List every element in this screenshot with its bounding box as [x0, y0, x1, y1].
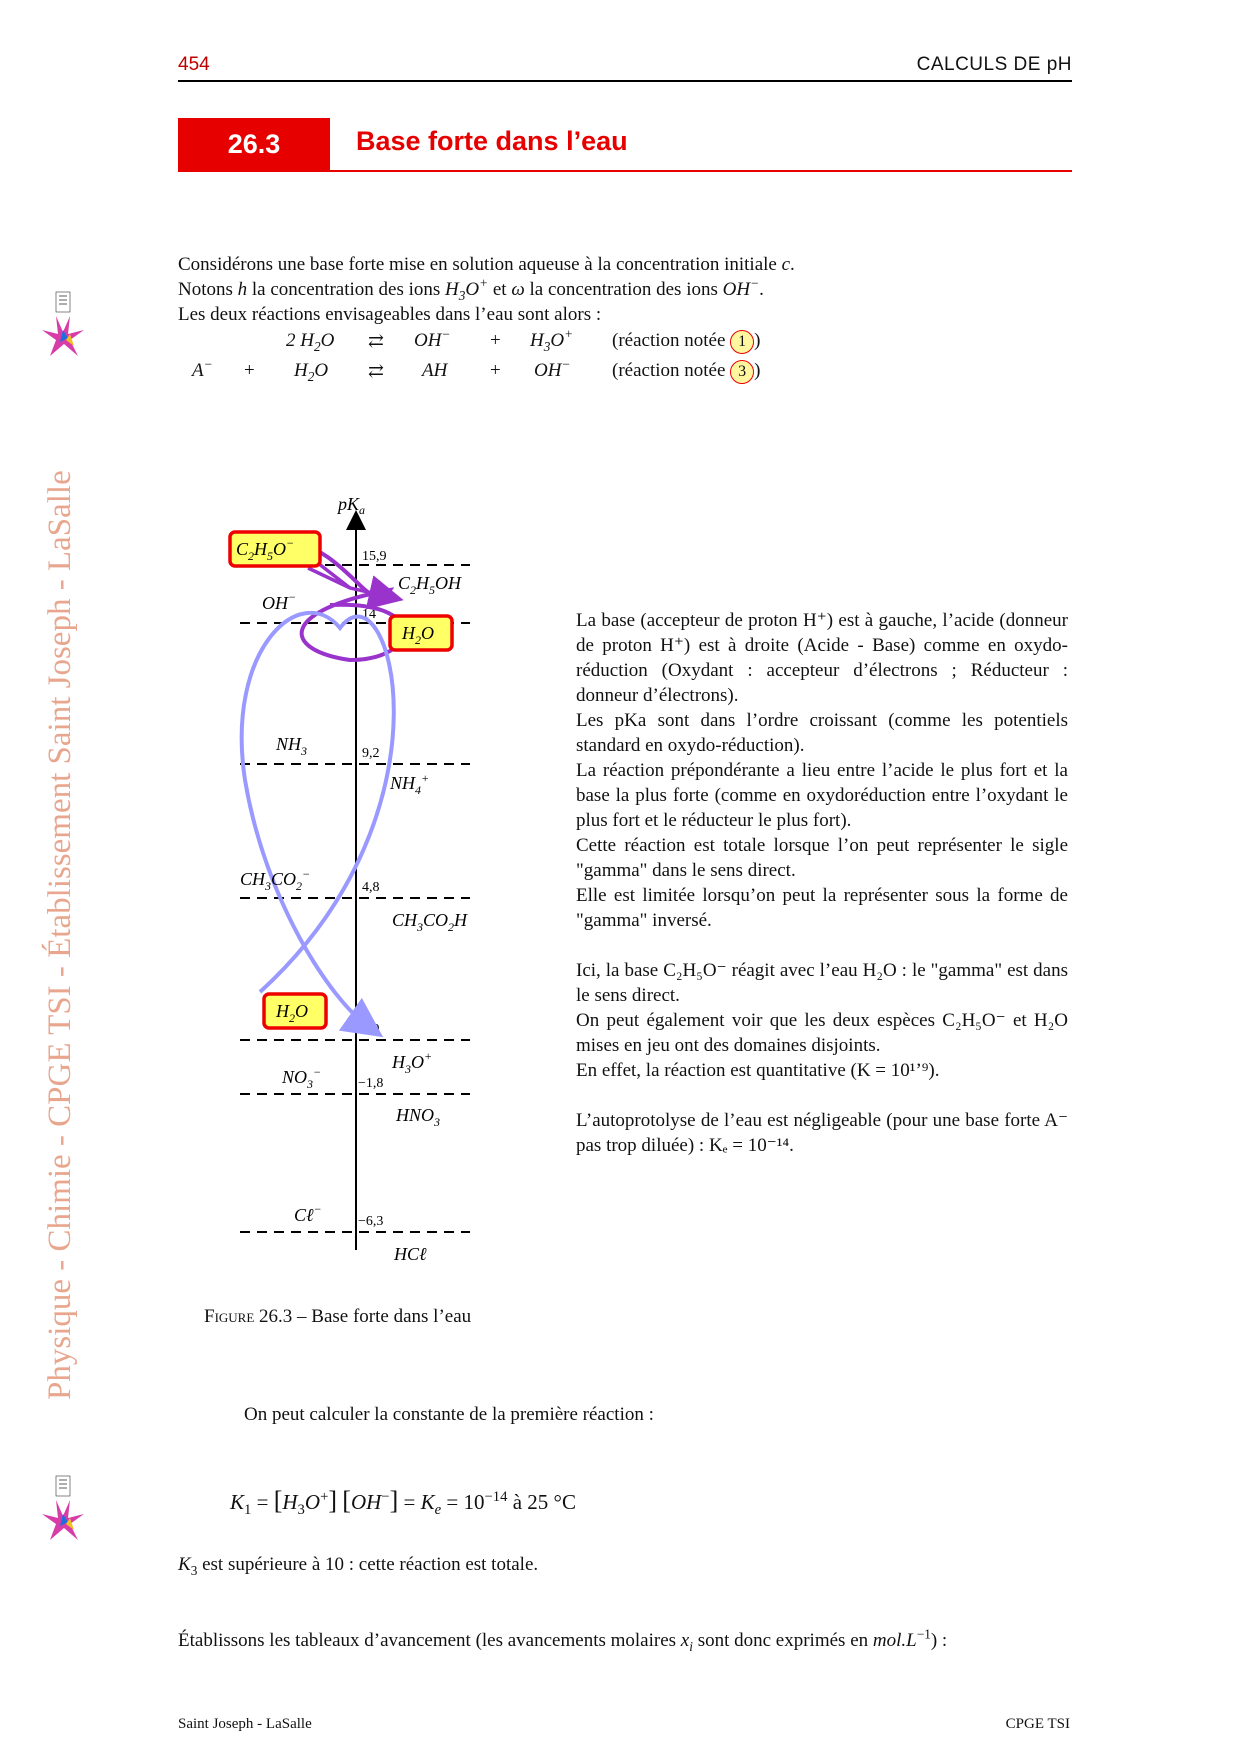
explanation-p4: Cette réaction est totale lorsque l’on peut représenter le sigle "gamma" dans le sens direct.: [576, 835, 1068, 881]
school-logo-top: [40, 286, 86, 362]
side-watermark: [40, 300, 80, 1520]
explanation-p9: L’autoprotolyse de l’eau est négligeable (pour une base forte A⁻ pas trop diluée) : Kₑ = 10⁻¹⁴.: [576, 1110, 1068, 1156]
footer-left: Saint Joseph - LaSalle: [178, 1716, 312, 1732]
section-title: Base forte dans l’eau: [356, 126, 628, 156]
svg-text:C2H5O−: $C_2H_5O^-$: [236, 536, 295, 563]
highlight-h2o-top: [390, 616, 452, 650]
acid-label-c2h5oh: $C_2H_5OH$: [398, 573, 462, 597]
svg-text:H2O: $H_2O$: [402, 623, 434, 647]
pka-value: 9,2: [362, 746, 380, 761]
reaction-badge-3: 3: [730, 360, 754, 384]
base-label-nh3: $NH_3$: [276, 734, 308, 758]
base-label-no3: $NO_3^-$: [282, 1065, 322, 1091]
highlight-h2o-bottom: [264, 994, 326, 1028]
intro-line-3: Les deux réactions envisageables dans l’eau sont alors :: [178, 304, 602, 325]
reaction-1: 2 $H_2O$ ⇄ OH− + $H_3O^+$ (réaction notée 1 ): [286, 326, 761, 354]
acid-label-nh4: $NH_4^+$: [390, 771, 430, 797]
k1-equation: $K_1 = [H_3O^+] [OH^-] = K_e = 10^{-14}$ à 25 °C: [230, 1486, 576, 1519]
pka-axis-label: $pK_a$: [338, 494, 366, 517]
explanation-p5: Elle est limitée lorsqu’on peut la représenter sous la forme de "gamma" inversé.: [576, 885, 1068, 931]
calc-intro: On peut calculer la constante de la première réaction :: [244, 1404, 654, 1425]
intro-line-1: Considérons une base forte mise en solution aqueuse à la concentration initiale c.: [178, 254, 795, 275]
intro-line-2: Notons h la concentration des ions $H_3O^+$ et ω la concentration des ions OH−.: [178, 275, 764, 303]
section-rule: [178, 170, 1072, 172]
base-label-cl: Cℓ−: [294, 1202, 322, 1225]
explanation-p8: En effet, la réaction est quantitative (K = 10¹ʼ⁹).: [576, 1060, 940, 1081]
page-number: 454: [178, 54, 210, 75]
header-rule: [178, 80, 1072, 82]
explanation-text: [576, 608, 1068, 1158]
pka-value: 14: [362, 607, 376, 622]
intro-paragraph: [178, 252, 1078, 327]
footer-right: CPGE TSI: [1005, 1716, 1070, 1732]
gamma-curve-blue: [242, 613, 394, 1028]
school-logo-bottom: [40, 1470, 86, 1546]
base-labels: [240, 590, 322, 1225]
highlight-c2h5o: [230, 532, 320, 566]
explanation-p2: Les pKa sont dans l’ordre croissant (comme les potentiels standard en oxydo-réduction).: [576, 710, 1068, 756]
figure-caption-text: – Base forte dans l’eau: [292, 1306, 472, 1327]
pka-value: 0,0: [362, 1022, 380, 1037]
advancement-intro: Établissons les tableaux d’avancement (les avancements molaires $x_i$ sont donc exprimés en $mol.L^{-1}$) :: [178, 1626, 948, 1654]
pka-value: −6,3: [358, 1214, 384, 1229]
acid-label-ch3co2h: $CH_3CO_2H$: [392, 910, 468, 934]
explanation-p7: On peut également voir que les deux espèces C₂H₅O⁻ et H₂O mises en jeu ont des domaines disjoints.: [576, 1010, 1068, 1056]
pka-diagram: [220, 480, 520, 1260]
svg-text:H2O: $H_2O$: [276, 1001, 308, 1025]
section-number: 26.3: [178, 118, 330, 170]
acid-labels: [389, 573, 468, 1260]
figure-caption: [204, 1306, 471, 1328]
acid-label-hcl: HCℓ: [394, 1244, 427, 1260]
explanation-p6: Ici, la base C₂H₅O⁻ réagit avec l’eau H₂O : le "gamma" est dans le sens direct.: [576, 960, 1068, 1006]
figure-label: Figure 26.3: [204, 1306, 293, 1327]
explanation-p1: La base (accepteur de proton H⁺) est à gauche, l’acide (donneur de proton H⁺) est à droite (Acide - Base) comme en oxydo-réduction (Oxydant : accepteur d’électrons ; Réducteur : donneur d’électrons).: [576, 610, 1068, 706]
pka-values: [358, 549, 387, 1229]
running-title: CALCULS DE pH: [916, 54, 1072, 75]
pka-value: −1,8: [358, 1076, 384, 1091]
acid-label-h3o: $H_3O^+$: [392, 1049, 433, 1076]
pka-value: 4,8: [362, 880, 380, 895]
explanation-p3: La réaction prépondérante a lieu entre l’acide le plus fort et la base la plus forte (comme en oxydoréduction entre l’oxydant le plus fort et le réducteur le plus fort).: [576, 760, 1068, 831]
acid-label-hno3: $HNO_3$: [396, 1105, 441, 1129]
reaction-3: A− + $H_2O$ ⇄ AH + OH− (réaction notée 3 ): [192, 356, 761, 384]
base-label-ch3co2: $CH_3CO_2^-$: [240, 867, 311, 893]
base-label-oh: OH−: [262, 590, 297, 613]
pka-value: 15,9: [362, 549, 387, 564]
reaction-badge-1: 1: [730, 330, 754, 354]
k3-statement: $K_3$ est supérieure à 10 : cette réaction est totale.: [178, 1554, 539, 1578]
watermark-text: Physique - Chimie - CPGE TSI - Établissement Saint Joseph - LaSalle: [42, 470, 78, 1400]
